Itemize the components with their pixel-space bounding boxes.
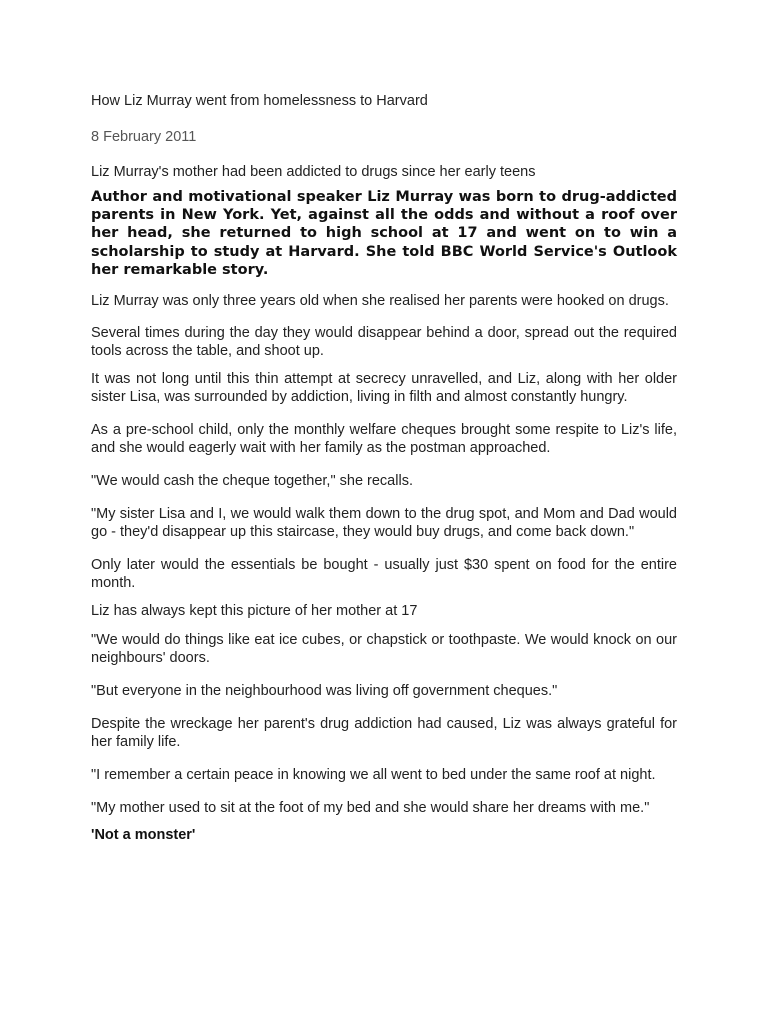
- body-paragraph: "I remember a certain peace in knowing we all went to bed under the same roof at night.: [91, 767, 656, 784]
- body-paragraph: "My sister Lisa and I, we would walk them down to the drug spot, and Mom and Dad would go - they'd disappear up this staircase, they would buy drugs, and come back down.": [91, 506, 677, 541]
- image-caption: Liz has always kept this picture of her mother at 17: [91, 603, 418, 620]
- article-column: [91, 91, 677, 844]
- body-paragraph: "My mother used to sit at the foot of my bed and she would share her dreams with me.": [91, 800, 650, 817]
- body-paragraph: "We would cash the cheque together," she recalls.: [91, 473, 413, 490]
- section-heading: 'Not a monster': [91, 827, 196, 844]
- article-title: How Liz Murray went from homelessness to Harvard: [91, 93, 428, 109]
- body-paragraph: "We would do things like eat ice cubes, or chapstick or toothpaste. We would knock on our neighbours' doors.: [91, 632, 677, 667]
- body-paragraph: Several times during the day they would disappear behind a door, spread out the required tools across the table, and shoot up.: [91, 325, 677, 360]
- body-paragraph: As a pre-school child, only the monthly welfare cheques brought some respite to Liz's life, and she would eagerly wait with her family as the postman approached.: [91, 422, 677, 457]
- article-date: 8 February 2011: [91, 129, 197, 145]
- article-intro: Author and motivational speaker Liz Murray was born to drug-addicted parents in New York. Yet, against all the odds and without a roof over her head, she returned to high school at 17 and went on to win a scholarship to study at Harvard. She told BBC World Service's Outlook her remarkable story.: [91, 189, 677, 278]
- body-paragraph: Despite the wreckage her parent's drug addiction had caused, Liz was always grateful for her family life.: [91, 716, 677, 751]
- body-paragraph: Only later would the essentials be bought - usually just $30 spent on food for the entire month.: [91, 557, 677, 592]
- image-caption: Liz Murray's mother had been addicted to drugs since her early teens: [91, 164, 536, 180]
- body-paragraph: Liz Murray was only three years old when she realised her parents were hooked on drugs.: [91, 293, 669, 310]
- body-paragraph: It was not long until this thin attempt at secrecy unravelled, and Liz, along with her older sister Lisa, was surrounded by addiction, living in filth and almost constantly hungry.: [91, 371, 677, 406]
- body-paragraph: "But everyone in the neighbourhood was living off government cheques.": [91, 683, 558, 700]
